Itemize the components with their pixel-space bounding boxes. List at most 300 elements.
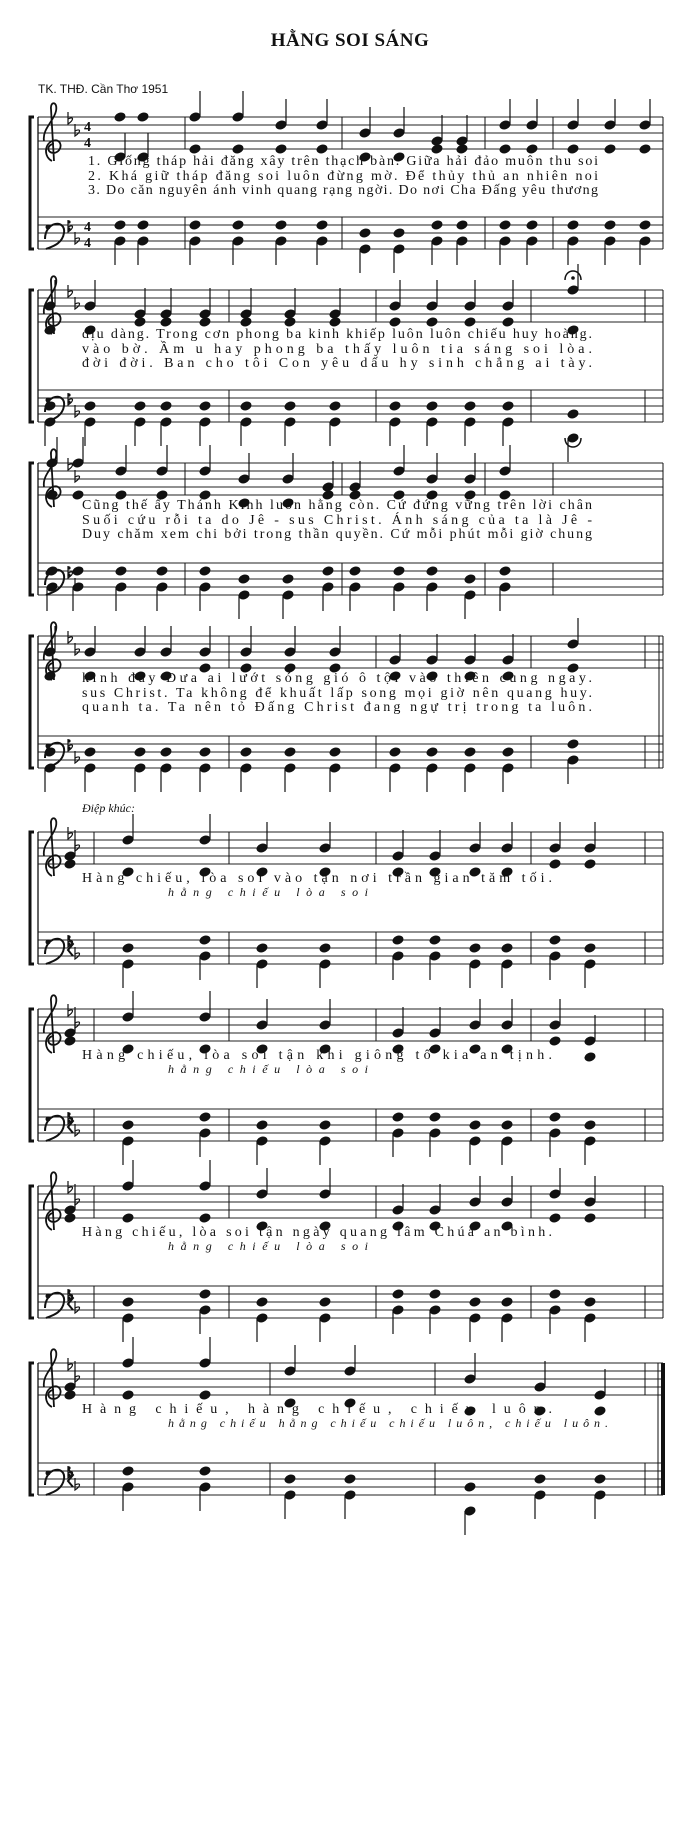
system-bracket — [30, 1186, 34, 1318]
note-head — [199, 401, 211, 411]
note-head — [199, 1289, 211, 1299]
note-head — [393, 128, 405, 138]
note-head — [122, 1358, 134, 1368]
note-head — [329, 747, 341, 757]
flat-icon — [75, 405, 80, 417]
note-head — [456, 144, 468, 154]
system-bracket — [30, 117, 34, 249]
note-head — [584, 943, 596, 953]
system-bracket — [30, 290, 34, 422]
system-bracket — [30, 636, 34, 768]
note-head — [137, 220, 149, 230]
note-head — [469, 843, 481, 853]
note-head — [464, 747, 476, 757]
chorus-lyric: Hàng chiếu, hàng chiếu, chiếu luôn. — [82, 1402, 552, 1417]
note-head — [584, 1052, 596, 1062]
note-head — [426, 301, 438, 311]
note-head — [122, 1181, 134, 1191]
note-head — [84, 417, 96, 427]
note-head — [64, 1382, 76, 1392]
note-head — [594, 1490, 606, 1500]
note-head — [199, 309, 211, 319]
note-head — [534, 1490, 546, 1500]
note-head — [426, 655, 438, 665]
note-head — [284, 401, 296, 411]
song-title: HẰNG SOI SÁNG — [270, 30, 430, 51]
note-head — [115, 466, 127, 476]
note-head — [322, 566, 334, 576]
note-head — [160, 417, 172, 427]
note-head — [392, 1128, 404, 1138]
note-head — [464, 1506, 476, 1516]
system-bracket — [30, 463, 34, 595]
note-head — [84, 747, 96, 757]
flat-icon — [75, 1193, 80, 1205]
note-head — [567, 285, 579, 295]
time-signature-bottom: 4 — [84, 136, 91, 151]
note-head — [84, 647, 96, 657]
note-head — [359, 228, 371, 238]
note-head — [189, 220, 201, 230]
note-head — [584, 1313, 596, 1323]
note-head — [275, 220, 287, 230]
time-signature-top: 4 — [84, 220, 91, 235]
note-head — [319, 843, 331, 853]
note-head — [499, 120, 511, 130]
note-head — [319, 1313, 331, 1323]
note-head — [456, 136, 468, 146]
bass-clef-dot — [46, 225, 51, 230]
note-head — [199, 1358, 211, 1368]
note-head — [160, 747, 172, 757]
verse-lyric-2: 2. Khá giữ tháp đăng soi luôn đừng mờ. Để thủy thủ an nhiên noi — [88, 169, 598, 184]
note-head — [464, 474, 476, 484]
note-head — [501, 1297, 513, 1307]
note-head — [284, 1366, 296, 1376]
note-head — [456, 220, 468, 230]
treble-clef-icon — [44, 103, 61, 161]
note-head — [199, 1390, 211, 1400]
note-head — [549, 1128, 561, 1138]
note-head — [567, 739, 579, 749]
bass-clef-dot — [46, 1117, 51, 1122]
flat-icon — [75, 470, 80, 482]
note-head — [329, 401, 341, 411]
note-head — [499, 220, 511, 230]
note-head — [426, 474, 438, 484]
note-head — [189, 236, 201, 246]
note-head — [232, 144, 244, 154]
chorus-echo-lyric: hằng chiếu lòa soi — [168, 1239, 368, 1253]
note-head — [426, 401, 438, 411]
note-head — [639, 144, 651, 154]
note-head — [344, 1490, 356, 1500]
note-head — [469, 1020, 481, 1030]
note-head — [502, 747, 514, 757]
note-head — [392, 1112, 404, 1122]
note-head — [426, 582, 438, 592]
note-head — [199, 1181, 211, 1191]
note-head — [137, 112, 149, 122]
note-head — [501, 943, 513, 953]
chorus-echo-lyric: hằng chiếu lòa soi — [168, 1062, 368, 1076]
note-head — [284, 1490, 296, 1500]
note-head — [122, 1012, 134, 1022]
note-head — [284, 763, 296, 773]
note-head — [389, 401, 401, 411]
flat-icon — [68, 458, 73, 470]
flat-icon — [75, 839, 80, 851]
flat-icon — [75, 1370, 80, 1382]
note-head — [160, 401, 172, 411]
note-head — [240, 401, 252, 411]
verse-lyric-2: sus Christ. Ta không để khuất lấp song mọi giờ nên quang huy. — [82, 686, 592, 701]
note-head — [134, 747, 146, 757]
note-head — [319, 959, 331, 969]
note-head — [567, 755, 579, 765]
note-head — [584, 1297, 596, 1307]
note-head — [256, 959, 268, 969]
note-head — [392, 1289, 404, 1299]
note-head — [199, 1482, 211, 1492]
note-head — [502, 317, 514, 327]
note-head — [502, 655, 514, 665]
note-head — [64, 1028, 76, 1038]
note-head — [115, 566, 127, 576]
note-head — [319, 1136, 331, 1146]
note-head — [84, 301, 96, 311]
system-bracket — [30, 1363, 34, 1495]
note-head — [464, 417, 476, 427]
bass-clef-dot — [46, 1471, 51, 1476]
note-head — [199, 1012, 211, 1022]
note-head — [319, 1020, 331, 1030]
note-head — [319, 1297, 331, 1307]
note-head — [64, 1390, 76, 1400]
note-head — [275, 144, 287, 154]
chorus-marking: Điệp khúc: — [82, 801, 135, 815]
note-head — [275, 120, 287, 130]
flat-icon — [68, 1358, 73, 1370]
note-head — [238, 574, 250, 584]
note-head — [431, 136, 443, 146]
verse-lyric-3: quanh ta. Ta nên tỏ Đấng Christ đang ngự trị trong ta luôn. — [82, 700, 592, 715]
note-head — [160, 763, 172, 773]
verse-lyric-1: Cũng thế ấy Thánh Kinh luôn hằng còn. Cứ đứng vững trên lời chân — [82, 498, 592, 513]
flat-icon — [75, 751, 80, 763]
note-head — [319, 1120, 331, 1130]
note-head — [122, 943, 134, 953]
note-head — [392, 1205, 404, 1215]
note-head — [240, 647, 252, 657]
note-head — [160, 317, 172, 327]
note-head — [256, 1020, 268, 1030]
note-head — [639, 236, 651, 246]
note-head — [316, 236, 328, 246]
note-head — [526, 220, 538, 230]
note-head — [389, 317, 401, 327]
verse-lyric-1: 1. Giống tháp hải đăng xây trên thạch bàn. Giữa hải đảo muôn thu soi — [88, 154, 599, 169]
note-head — [359, 128, 371, 138]
flat-icon — [68, 1004, 73, 1016]
note-head — [501, 1197, 513, 1207]
verse-lyric-2: Suối cứu rỗi ta do Jê - sus Christ. Ánh sáng của ta là Jê - — [82, 513, 592, 528]
note-head — [429, 1205, 441, 1215]
note-head — [429, 851, 441, 861]
flat-icon — [68, 1181, 73, 1193]
note-head — [499, 236, 511, 246]
note-head — [464, 574, 476, 584]
note-head — [429, 1305, 441, 1315]
chorus-lyric: Hàng chiếu, lòa soi vào tận nơi trần gian tăm tối. — [82, 871, 552, 886]
note-head — [431, 220, 443, 230]
note-head — [344, 1474, 356, 1484]
flat-icon — [75, 1478, 80, 1490]
note-head — [639, 220, 651, 230]
note-head — [282, 474, 294, 484]
flat-icon — [75, 297, 80, 309]
note-head — [134, 401, 146, 411]
note-head — [199, 1128, 211, 1138]
note-head — [567, 236, 579, 246]
note-head — [199, 647, 211, 657]
note-head — [567, 639, 579, 649]
note-head — [604, 236, 616, 246]
note-head — [114, 112, 126, 122]
note-head — [429, 935, 441, 945]
note-head — [232, 236, 244, 246]
note-head — [134, 317, 146, 327]
note-head — [584, 1213, 596, 1223]
note-head — [584, 859, 596, 869]
note-head — [284, 317, 296, 327]
note-head — [316, 144, 328, 154]
note-head — [256, 1313, 268, 1323]
note-head — [64, 1036, 76, 1046]
note-head — [604, 144, 616, 154]
note-head — [240, 317, 252, 327]
note-head — [501, 1313, 513, 1323]
note-head — [393, 466, 405, 476]
note-head — [584, 959, 596, 969]
note-head — [389, 417, 401, 427]
fermata-dot — [571, 276, 575, 280]
note-head — [282, 574, 294, 584]
song-credit: TK. THĐ. Cần Thơ 1951 — [38, 82, 169, 96]
note-head — [189, 144, 201, 154]
note-head — [584, 1197, 596, 1207]
note-head — [316, 220, 328, 230]
treble-clef-icon — [44, 818, 61, 876]
treble-clef-icon — [44, 1172, 61, 1230]
note-head — [256, 1136, 268, 1146]
note-head — [232, 112, 244, 122]
note-head — [389, 763, 401, 773]
note-head — [392, 1028, 404, 1038]
note-head — [329, 309, 341, 319]
note-head — [464, 317, 476, 327]
note-head — [501, 843, 513, 853]
note-head — [567, 144, 579, 154]
note-head — [464, 655, 476, 665]
note-head — [240, 763, 252, 773]
note-head — [199, 835, 211, 845]
note-head — [122, 1390, 134, 1400]
note-head — [114, 220, 126, 230]
note-head — [256, 943, 268, 953]
note-head — [584, 1036, 596, 1046]
note-head — [256, 1297, 268, 1307]
treble-clef-icon — [44, 995, 61, 1053]
note-head — [322, 582, 334, 592]
note-head — [392, 851, 404, 861]
note-head — [349, 566, 361, 576]
note-head — [389, 747, 401, 757]
note-head — [499, 144, 511, 154]
verse-lyric-2: vào bờ. Ầm u hay phong ba thấy luôn tia sáng soi lòa. — [82, 342, 592, 357]
note-head — [501, 959, 513, 969]
note-head — [199, 566, 211, 576]
note-head — [502, 417, 514, 427]
note-head — [567, 120, 579, 130]
note-head — [456, 236, 468, 246]
note-head — [359, 244, 371, 254]
note-head — [349, 482, 361, 492]
note-head — [429, 1289, 441, 1299]
note-head — [122, 1213, 134, 1223]
note-head — [584, 843, 596, 853]
note-head — [199, 747, 211, 757]
note-head — [238, 474, 250, 484]
bass-clef-dot — [46, 1294, 51, 1299]
flat-icon — [75, 947, 80, 959]
note-head — [499, 566, 511, 576]
note-head — [549, 1305, 561, 1315]
note-head — [392, 1305, 404, 1315]
note-head — [393, 582, 405, 592]
note-head — [134, 309, 146, 319]
note-head — [426, 747, 438, 757]
note-head — [84, 401, 96, 411]
note-head — [426, 417, 438, 427]
note-head — [156, 466, 168, 476]
note-head — [284, 747, 296, 757]
flat-icon — [75, 232, 80, 244]
note-head — [567, 220, 579, 230]
note-head — [464, 301, 476, 311]
note-head — [256, 843, 268, 853]
note-head — [393, 228, 405, 238]
note-head — [499, 466, 511, 476]
note-head — [429, 1128, 441, 1138]
note-head — [549, 951, 561, 961]
note-head — [64, 851, 76, 861]
note-head — [122, 1120, 134, 1130]
note-head — [64, 1205, 76, 1215]
note-head — [322, 482, 334, 492]
note-head — [344, 1366, 356, 1376]
note-head — [567, 409, 579, 419]
verse-lyric-1: dịu dàng. Trong cơn phong ba kinh khiếp luôn luôn chiếu huy hoàng. — [82, 327, 593, 342]
note-head — [349, 582, 361, 592]
note-head — [429, 1028, 441, 1038]
note-head — [199, 935, 211, 945]
note-head — [469, 943, 481, 953]
note-head — [549, 1189, 561, 1199]
note-head — [240, 309, 252, 319]
note-head — [604, 120, 616, 130]
note-head — [549, 1020, 561, 1030]
note-head — [426, 763, 438, 773]
note-head — [134, 763, 146, 773]
note-head — [122, 1313, 134, 1323]
note-head — [501, 1020, 513, 1030]
note-head — [319, 943, 331, 953]
note-head — [526, 236, 538, 246]
note-head — [199, 317, 211, 327]
note-head — [464, 590, 476, 600]
note-head — [429, 1112, 441, 1122]
note-head — [389, 655, 401, 665]
note-head — [122, 1297, 134, 1307]
note-head — [502, 763, 514, 773]
verse-lyric-3: Duy chăm xem chi bởi trong thần quyền. Cứ mỗi phút mỗi giờ chung — [82, 527, 592, 542]
note-head — [114, 236, 126, 246]
note-head — [526, 144, 538, 154]
note-head — [549, 1213, 561, 1223]
note-head — [122, 1136, 134, 1146]
flat-icon — [68, 631, 73, 643]
note-head — [189, 112, 201, 122]
note-head — [464, 1482, 476, 1492]
chorus-lyric: Hàng chiếu, lòa soi tận ngày quang lâm Chúa an bình. — [82, 1225, 553, 1240]
note-head — [122, 1482, 134, 1492]
note-head — [256, 1120, 268, 1130]
note-head — [64, 859, 76, 869]
note-head — [499, 582, 511, 592]
note-head — [389, 301, 401, 311]
flat-icon — [75, 1016, 80, 1028]
flat-icon — [75, 1301, 80, 1313]
note-head — [199, 1112, 211, 1122]
note-head — [160, 309, 172, 319]
time-signature-top: 4 — [84, 120, 91, 135]
flat-icon — [68, 285, 73, 297]
note-head — [501, 1136, 513, 1146]
note-head — [469, 1313, 481, 1323]
note-head — [199, 1305, 211, 1315]
note-head — [469, 1136, 481, 1146]
system-bracket — [30, 832, 34, 964]
note-head — [284, 647, 296, 657]
note-head — [199, 582, 211, 592]
note-head — [464, 763, 476, 773]
note-head — [122, 1466, 134, 1476]
note-head — [549, 859, 561, 869]
note-head — [431, 236, 443, 246]
note-head — [134, 417, 146, 427]
note-head — [392, 935, 404, 945]
chorus-lyric: Hàng chiếu, lòa soi tận khi giông tố kia an tịnh. — [82, 1048, 553, 1063]
flat-icon — [75, 643, 80, 655]
chorus-echo-lyric: hằng chiếu hằng chiếu chiếu luôn, chiếu luôn. — [168, 1416, 609, 1430]
note-head — [199, 417, 211, 427]
note-head — [502, 401, 514, 411]
note-head — [393, 566, 405, 576]
chorus-echo-lyric: hằng chiếu lòa soi — [168, 885, 368, 899]
note-head — [584, 1120, 596, 1130]
note-head — [240, 417, 252, 427]
